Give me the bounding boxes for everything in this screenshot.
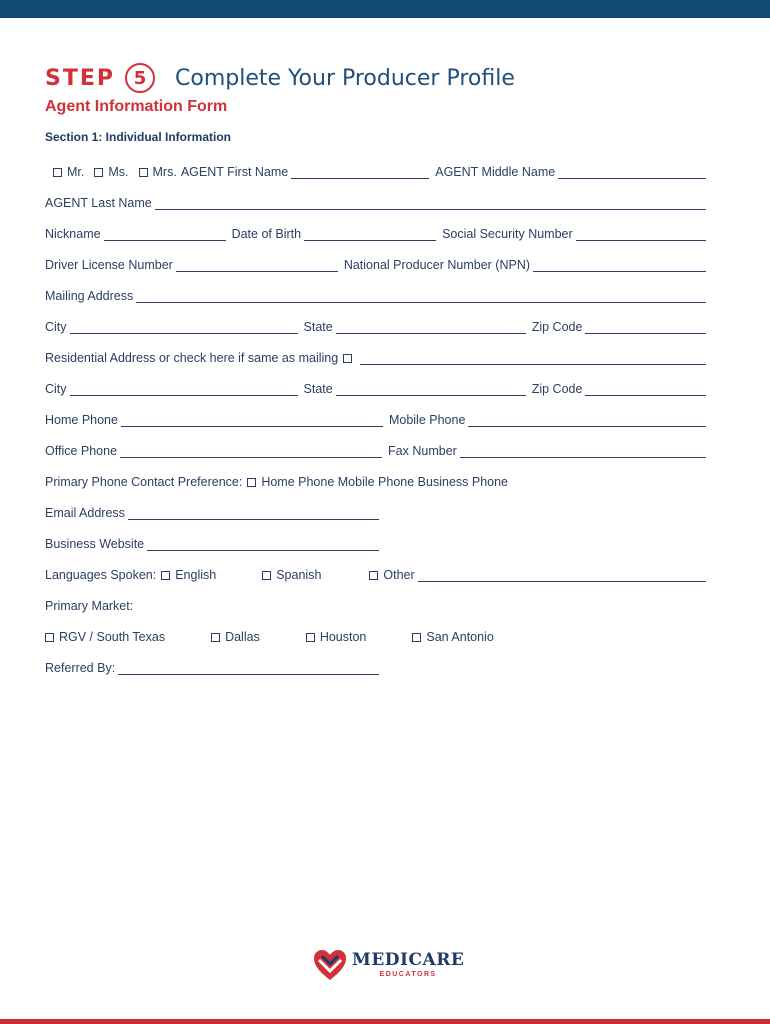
step-number-badge: 5 — [125, 63, 155, 93]
last-name-label: AGENT Last Name — [45, 196, 152, 210]
page-title: Complete Your Producer Profile — [175, 65, 515, 91]
spanish-checkbox[interactable] — [262, 571, 271, 580]
houston-checkbox[interactable] — [306, 633, 315, 642]
website-label: Business Website — [45, 537, 145, 551]
website-field[interactable] — [147, 536, 379, 551]
logo-sub-text: EDUCATORS — [379, 971, 437, 978]
mobile-phone-label: Mobile Phone — [388, 413, 466, 427]
row-market-options — [45, 624, 706, 644]
residential-state-field[interactable] — [336, 381, 526, 396]
residential-address-field[interactable] — [360, 350, 706, 365]
row-residential-address — [45, 345, 706, 365]
mailing-state-field[interactable] — [336, 319, 526, 334]
dallas-checkbox[interactable] — [211, 633, 220, 642]
office-phone-label: Office Phone — [45, 444, 118, 458]
row-email — [45, 500, 379, 520]
other-label: Other — [383, 568, 415, 582]
houston-label: Houston — [319, 630, 367, 644]
row-phone-preference — [45, 469, 706, 489]
english-label: English — [175, 568, 217, 582]
state-label: State — [303, 320, 333, 334]
mailing-city-field[interactable] — [70, 319, 298, 334]
step-label: STEP — [45, 65, 116, 91]
rgv-checkbox[interactable] — [45, 633, 54, 642]
residential-zip-field[interactable] — [585, 381, 706, 396]
form-title: Agent Information Form — [45, 98, 228, 115]
email-field[interactable] — [128, 505, 379, 520]
san-antonio-checkbox[interactable] — [412, 633, 421, 642]
same-as-mailing-checkbox[interactable] — [343, 354, 352, 363]
city-label: City — [45, 320, 67, 334]
first-name-field[interactable] — [291, 164, 429, 179]
city-label: City — [45, 382, 67, 396]
mr-checkbox[interactable] — [53, 168, 62, 177]
mailing-zip-field[interactable] — [585, 319, 706, 334]
row-website — [45, 531, 379, 551]
npn-field[interactable] — [533, 257, 706, 272]
driver-license-label: Driver License Number — [45, 258, 173, 272]
spanish-label: Spanish — [276, 568, 322, 582]
row-mailing-city — [45, 314, 706, 334]
row-nickname — [45, 221, 706, 241]
row-languages — [45, 562, 706, 582]
dob-label: Date of Birth — [231, 227, 302, 241]
row-primary-market — [45, 593, 706, 613]
step-header — [45, 60, 515, 96]
office-phone-field[interactable] — [120, 443, 382, 458]
nickname-label: Nickname — [45, 227, 101, 241]
row-name-1 — [45, 159, 706, 179]
row-referred-by — [45, 655, 379, 675]
mrs-checkbox[interactable] — [139, 168, 148, 177]
home-phone-field[interactable] — [121, 412, 383, 427]
ssn-field[interactable] — [576, 226, 706, 241]
nickname-field[interactable] — [104, 226, 226, 241]
phone-pref-checkbox[interactable] — [247, 478, 256, 487]
other-checkbox[interactable] — [369, 571, 378, 580]
mrs-label: Mrs. — [152, 165, 177, 179]
dallas-label: Dallas — [225, 630, 260, 644]
row-last-name — [45, 190, 706, 210]
mr-label: Mr. — [67, 165, 85, 179]
heart-logo-icon — [312, 948, 348, 982]
section-title: Section 1: Individual Information — [45, 130, 232, 144]
other-language-field[interactable] — [418, 567, 706, 582]
languages-label: Languages Spoken: — [45, 568, 157, 582]
english-checkbox[interactable] — [161, 571, 170, 580]
ms-label: Ms. — [108, 165, 129, 179]
fax-field[interactable] — [460, 443, 706, 458]
mailing-address-field[interactable] — [136, 288, 706, 303]
medicare-educators-logo — [312, 948, 464, 982]
row-home-phone — [45, 407, 706, 427]
logo-main-text: MEDICARE — [352, 950, 465, 970]
referred-by-label: Referred By: — [45, 661, 116, 675]
mailing-address-label: Mailing Address — [45, 289, 134, 303]
ssn-label: Social Security Number — [442, 227, 573, 241]
top-bar — [0, 0, 770, 18]
dob-field[interactable] — [304, 226, 436, 241]
residential-address-label: Residential Address or check here if same as mailing — [45, 351, 339, 365]
middle-name-label: AGENT Middle Name — [435, 165, 556, 179]
row-residential-city — [45, 376, 706, 396]
fax-label: Fax Number — [388, 444, 457, 458]
residential-city-field[interactable] — [70, 381, 298, 396]
row-mailing-address — [45, 283, 706, 303]
row-office-phone — [45, 438, 706, 458]
last-name-field[interactable] — [155, 195, 706, 210]
zip-label: Zip Code — [531, 382, 583, 396]
driver-license-field[interactable] — [176, 257, 338, 272]
mobile-phone-field[interactable] — [468, 412, 706, 427]
first-name-label: AGENT First Name — [180, 165, 289, 179]
state-label: State — [303, 382, 333, 396]
email-label: Email Address — [45, 506, 125, 520]
primary-market-label: Primary Market: — [45, 599, 134, 613]
zip-label: Zip Code — [531, 320, 583, 334]
phone-pref-options: Home Phone Mobile Phone Business Phone — [261, 475, 509, 489]
row-license — [45, 252, 706, 272]
bottom-bar — [0, 1019, 770, 1024]
ms-checkbox[interactable] — [94, 168, 103, 177]
rgv-label: RGV / South Texas — [59, 630, 166, 644]
san-antonio-label: San Antonio — [426, 630, 494, 644]
home-phone-label: Home Phone — [45, 413, 118, 427]
phone-pref-label: Primary Phone Contact Preference: — [45, 475, 243, 489]
referred-by-field[interactable] — [118, 660, 379, 675]
npn-label: National Producer Number (NPN) — [343, 258, 531, 272]
middle-name-field[interactable] — [558, 164, 706, 179]
